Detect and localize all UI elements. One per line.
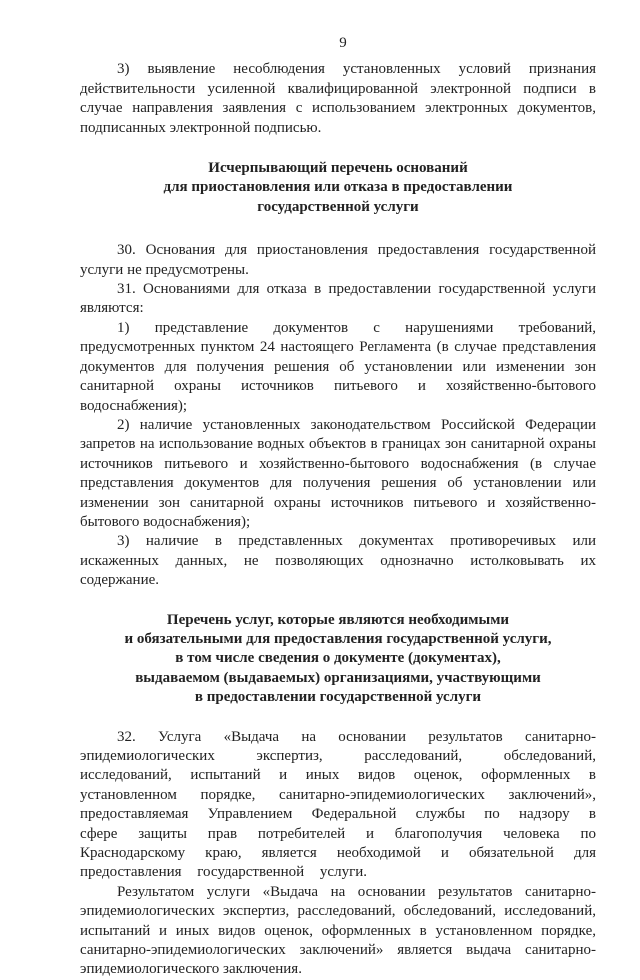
heading-line: Перечень услуг, которые являются необходимыми bbox=[166, 611, 510, 628]
heading-line: для приостановления или отказа в предоставлении bbox=[163, 179, 513, 196]
heading-line: и обязательными для предоставления государственной услуги, bbox=[124, 630, 552, 647]
page-number: 9 bbox=[339, 35, 347, 51]
intro-item: 3) выявление несоблюдения установленных условий признания действительности усиленной квалифицированной электронной подписи в случае направления заявления с использованием электронных документов, подписанных электронной подписью. bbox=[80, 61, 596, 136]
list-item: 3) наличие в представленных документах противоречивых или искаженных данных, не позволяющих однозначно истолковывать их содержание. bbox=[80, 533, 596, 589]
heading-line: Исчерпывающий перечень оснований bbox=[208, 160, 468, 177]
list-item: 1) представление документов с нарушениями требований, предусмотренных пунктом 24 настоящего Регламента (в случае представления документов для получения решения об установлении или изменении зон санитарной охраны источников питьевого и хозяйственно-бытового водоснабжения); bbox=[80, 319, 596, 414]
heading-line: выдаваемом (выдаваемых) организациями, участвующими bbox=[135, 669, 541, 686]
heading-line: в предоставлении государственной услуги bbox=[194, 689, 482, 706]
list-item: 2) наличие установленных законодательством Российской Федерации запретов на использование водных объектов в границах зон санитарной охраны источников питьевого и хозяйственно-бытового водоснабжения (в случае представления документов для получения решения об установлении или изменении зон санитарной охраны источников питьевого и хозяйственно-бытового водоснабжения); bbox=[80, 416, 596, 530]
paragraph-32: 32. Услуга «Выдача на основании результатов санитарно-эпидемиологических экспертиз, расследований, обследований, исследований, испытаний и иных видов оценок, оформленных в установленном порядке, санитарно-эпидемиологических заключений», предоставляемая Управлением Федеральной службы по надзору в сфере защиты прав потребителей и благополучия человека по Краснодарскому краю, является необходимой и обязательной для предоставления государственной услуги. bbox=[80, 728, 596, 881]
paragraph-result: Результатом услуги «Выдача на основании результатов санитарно-эпидемиологических экспертиз, расследований, обследований, исследований, испытаний и иных видов оценок, оформленных в установленном порядке, санитарно-эпидемиологических заключений» является выдача санитарно-эпидемиологического заключения. bbox=[80, 883, 596, 978]
section-heading-grounds bbox=[80, 159, 596, 217]
paragraph-30: 30. Основания для приостановления предоставления государственной услуги не предусмотрены. bbox=[80, 242, 596, 278]
heading-line: в том числе сведения о документе (документах), bbox=[175, 650, 501, 667]
section-heading-services bbox=[80, 611, 596, 708]
heading-line: государственной услуги bbox=[257, 198, 419, 215]
paragraph-31: 31. Основаниями для отказа в предоставлении государственной услуги являются: bbox=[80, 281, 596, 317]
